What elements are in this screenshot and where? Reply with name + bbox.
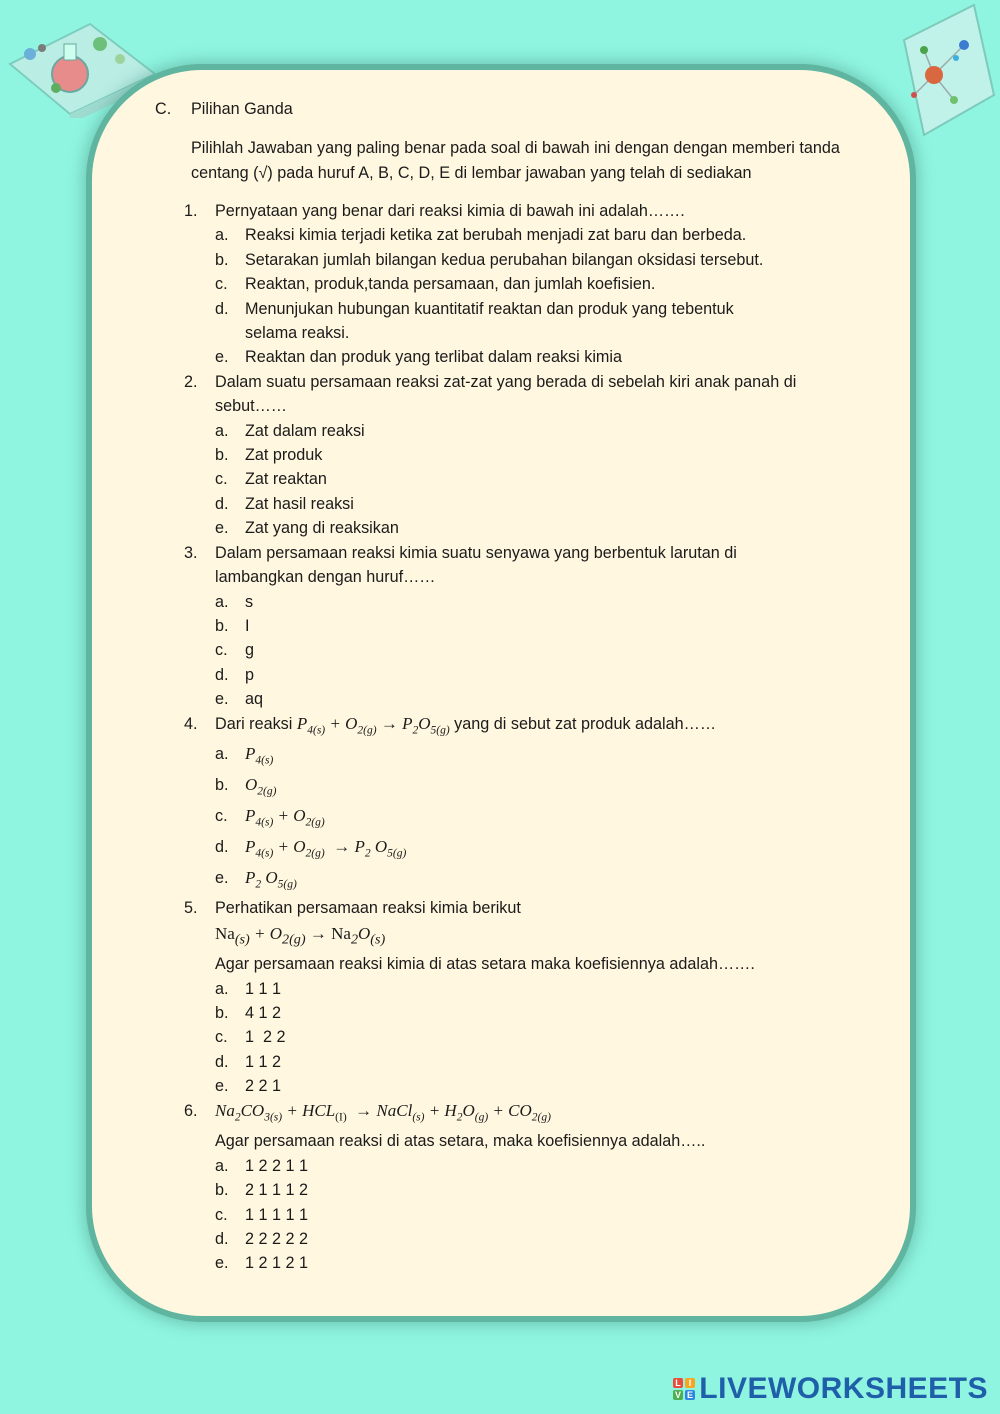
question-4 bbox=[184, 712, 844, 897]
option-text: 2 2 1 bbox=[245, 1077, 282, 1096]
option-letter: a. bbox=[215, 226, 229, 245]
option-b[interactable] bbox=[215, 1178, 844, 1202]
option-letter: c. bbox=[215, 275, 228, 294]
option-c[interactable] bbox=[215, 804, 844, 835]
option-formula: $P_{4(s)}$ bbox=[245, 744, 274, 767]
reaction-equation: $Na_{(s)} + O_{2(g)} \to Na_2O_{(s)}$ bbox=[215, 923, 386, 948]
instructions: Pilihlah Jawaban yang paling benar pada soal di bawah ini dengan dengan memberi tanda centang (√) pada huruf A, B, C, D, E di lembar jawaban yang telah di sediakan bbox=[191, 139, 840, 182]
option-letter: b. bbox=[215, 1003, 229, 1022]
option-text: 1 2 2 bbox=[245, 1028, 286, 1047]
question-number: 2. bbox=[184, 372, 198, 391]
question-text: Dalam suatu persamaan reaksi zat-zat yang berada di sebelah kiri anak panah di sebut…… bbox=[215, 372, 797, 416]
option-text: Reaktan dan produk yang terlibat dalam reaksi kimia bbox=[245, 348, 623, 367]
option-letter: e. bbox=[215, 519, 229, 538]
option-letter: d. bbox=[215, 665, 229, 684]
option-text: Zat yang di reaksikan bbox=[245, 519, 399, 538]
question-number: 6. bbox=[184, 1101, 198, 1120]
option-text: 2 2 2 2 2 bbox=[245, 1229, 309, 1248]
option-letter: b. bbox=[215, 1181, 229, 1200]
option-letter: c. bbox=[215, 806, 228, 825]
question-text-start: Dari reaksi bbox=[215, 714, 293, 733]
option-formula: $P_{4(s)} + O_{2(g)} \to P_2$ $O_{5(g)}$ bbox=[245, 836, 407, 860]
option-letter: d. bbox=[215, 837, 229, 856]
option-text: 1 1 1 1 1 bbox=[245, 1205, 309, 1224]
option-a[interactable] bbox=[215, 1154, 844, 1178]
question-text: Pernyataan yang benar dari reaksi kimia di bawah ini adalah……. bbox=[215, 202, 685, 220]
question-2 bbox=[184, 370, 844, 541]
option-letter: c. bbox=[215, 641, 228, 660]
option-formula: $O_{2(g)}$ bbox=[245, 775, 277, 798]
option-text: Zat produk bbox=[245, 446, 323, 465]
option-text: Reaksi kimia terjadi ketika zat berubah menjadi zat baru dan berbeda. bbox=[245, 226, 747, 245]
question-number: 4. bbox=[184, 714, 198, 733]
option-letter: a. bbox=[215, 1156, 229, 1175]
option-text: Zat hasil reaksi bbox=[245, 494, 354, 513]
option-text: p bbox=[245, 665, 255, 684]
section-label: C. bbox=[155, 100, 172, 118]
option-letter: d. bbox=[215, 494, 229, 513]
question-text-end: yang di sebut zat produk adalah…… bbox=[454, 714, 717, 733]
option-b[interactable] bbox=[215, 614, 844, 638]
option-text: s bbox=[245, 592, 254, 611]
option-letter: d. bbox=[215, 299, 229, 318]
liveworksheets-logo[interactable] bbox=[673, 1372, 988, 1406]
option-c[interactable] bbox=[215, 1203, 844, 1227]
option-letter: c. bbox=[215, 1205, 228, 1224]
option-d[interactable] bbox=[215, 835, 844, 866]
option-d[interactable] bbox=[215, 492, 844, 516]
option-text: 1 2 2 1 1 bbox=[245, 1156, 309, 1175]
question-number: 1. bbox=[184, 202, 198, 220]
option-a[interactable] bbox=[215, 590, 844, 614]
option-letter: e. bbox=[215, 1254, 229, 1273]
option-letter: d. bbox=[215, 1229, 229, 1248]
option-b[interactable] bbox=[215, 773, 844, 804]
option-e[interactable] bbox=[215, 687, 844, 711]
option-d[interactable] bbox=[215, 1050, 844, 1074]
question-list bbox=[184, 199, 844, 1276]
option-text: g bbox=[245, 641, 255, 660]
option-letter: b. bbox=[215, 776, 229, 795]
question-6 bbox=[184, 1099, 844, 1276]
option-b[interactable] bbox=[215, 443, 844, 467]
option-formula: $P_2$ $O_{5(g)}$ bbox=[245, 867, 297, 890]
option-letter: a. bbox=[215, 979, 229, 998]
option-letter: c. bbox=[215, 470, 228, 489]
option-b[interactable] bbox=[215, 1001, 844, 1025]
option-text: I bbox=[245, 616, 250, 635]
option-letter: c. bbox=[215, 1028, 228, 1047]
question-followup: Agar persamaan reaksi kimia di atas setara maka koefisiennya adalah……. bbox=[215, 955, 755, 974]
question-3 bbox=[184, 541, 844, 712]
option-letter: d. bbox=[215, 1052, 229, 1071]
option-letter: a. bbox=[215, 421, 229, 440]
option-a[interactable] bbox=[215, 742, 844, 773]
option-letter: e. bbox=[215, 348, 229, 367]
option-a[interactable] bbox=[215, 419, 844, 443]
option-letter: e. bbox=[215, 690, 229, 709]
option-c[interactable] bbox=[215, 1025, 844, 1049]
option-e[interactable] bbox=[215, 866, 844, 897]
question-followup: Agar persamaan reaksi di atas setara, maka koefisiennya adalah….. bbox=[215, 1132, 706, 1151]
option-b[interactable] bbox=[215, 248, 844, 272]
option-c[interactable] bbox=[215, 272, 844, 296]
option-e[interactable] bbox=[215, 1074, 844, 1098]
option-e[interactable] bbox=[215, 345, 844, 369]
option-text: aq bbox=[245, 690, 264, 709]
option-text: 1 1 1 bbox=[245, 979, 282, 998]
question-5 bbox=[184, 896, 844, 1098]
question-number: 5. bbox=[184, 899, 198, 918]
molecule-cube-illustration bbox=[894, 0, 1000, 144]
question-text: Dalam persamaan reaksi kimia suatu senyawa yang berbentuk larutan di lambangkan dengan huruf…… bbox=[215, 543, 737, 587]
option-text: 4 1 2 bbox=[245, 1003, 282, 1022]
option-e[interactable] bbox=[215, 1251, 844, 1275]
logo-icon: L I V E bbox=[675, 1378, 694, 1400]
option-formula: $P_{4(s)} + O_{2(g)}$ bbox=[245, 805, 325, 829]
option-d[interactable] bbox=[215, 1227, 844, 1251]
option-text: 2 1 1 1 2 bbox=[245, 1181, 309, 1200]
option-text: 1 1 2 bbox=[245, 1052, 282, 1071]
option-text: Setarakan jumlah bilangan kedua perubahan bilangan oksidasi tersebut. bbox=[245, 250, 764, 269]
option-letter: a. bbox=[215, 745, 229, 764]
question-text: Perhatikan persamaan reaksi kimia berikut bbox=[215, 899, 521, 918]
option-letter: e. bbox=[215, 1077, 229, 1096]
option-a[interactable] bbox=[215, 223, 844, 247]
option-letter: a. bbox=[215, 592, 229, 611]
option-a[interactable] bbox=[215, 977, 844, 1001]
question-1 bbox=[184, 199, 844, 370]
option-text: Menunjukan hubungan kuantitatif reaktan dan produk yang tebentuk selama reaksi. bbox=[245, 299, 734, 343]
option-c[interactable] bbox=[215, 638, 844, 662]
option-d[interactable] bbox=[215, 297, 844, 346]
question-number: 3. bbox=[184, 543, 198, 562]
option-letter: b. bbox=[215, 616, 229, 635]
brand-name: LIVEWORKSHEETS bbox=[699, 1372, 988, 1405]
option-text: Zat dalam reaksi bbox=[245, 421, 365, 440]
reaction-equation: $P_{4(s)} + O_{2(g)} \to P_2O_{5(g)}$ bbox=[296, 713, 450, 736]
reaction-equation: $Na_2CO_{3(s)} + HCL_{(I)}$ → NaCl$_{(s)}$ + $H_2O_{(g)} + CO_{2(g)}$ bbox=[215, 1100, 551, 1123]
section-title: Pilihan Ganda bbox=[191, 100, 293, 118]
option-letter: b. bbox=[215, 446, 229, 465]
question-text bbox=[215, 712, 825, 743]
option-e[interactable] bbox=[215, 516, 844, 540]
option-text: Reaktan, produk,tanda persamaan, dan jumlah koefisien. bbox=[245, 275, 656, 294]
option-letter: e. bbox=[215, 868, 229, 887]
option-letter: b. bbox=[215, 250, 229, 269]
option-text: 1 2 1 2 1 bbox=[245, 1254, 309, 1273]
option-text: Zat reaktan bbox=[245, 470, 327, 489]
option-d[interactable] bbox=[215, 663, 844, 687]
option-c[interactable] bbox=[215, 467, 844, 491]
